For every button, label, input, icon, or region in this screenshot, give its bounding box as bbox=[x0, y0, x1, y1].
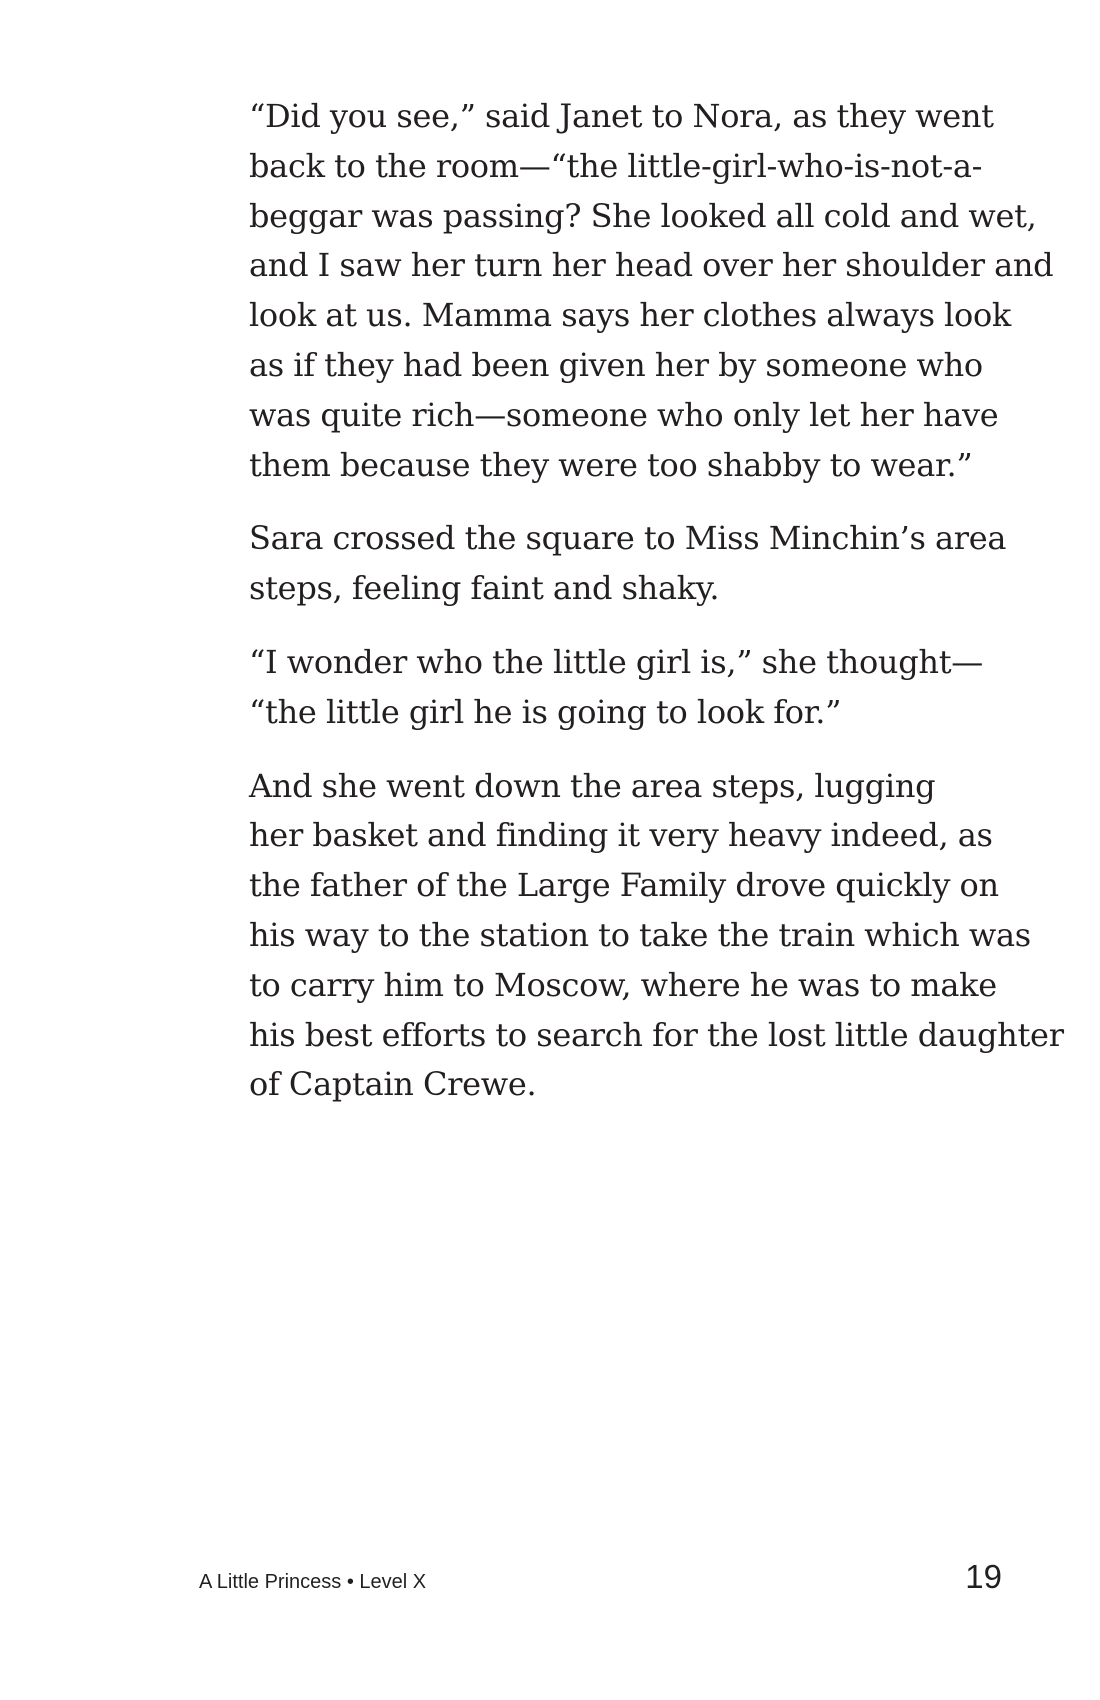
text-line: “the little girl he is going to look for.” bbox=[249, 692, 842, 731]
text-line: his best efforts to search for the lost little daughter bbox=[249, 1015, 1064, 1054]
text-line: steps, feeling faint and shaky. bbox=[249, 569, 720, 608]
text-line: to carry him to Moscow, where he was to make bbox=[249, 965, 997, 1004]
page-footer bbox=[199, 1560, 1002, 1600]
paragraph bbox=[199, 92, 1054, 490]
text-line: the father of the Large Family drove quickly on bbox=[249, 866, 999, 905]
text-line: beggar was passing? She looked all cold and wet, bbox=[249, 196, 1037, 235]
text-line: as if they had been given her by someone who bbox=[249, 345, 983, 384]
text-line: Sara crossed the square to Miss Minchin’s area bbox=[249, 519, 1007, 558]
text-line: And she went down the area steps, lugging bbox=[249, 766, 936, 805]
paragraph bbox=[199, 638, 999, 738]
page-number: 19 bbox=[965, 1558, 1002, 1595]
text-line: look at us. Mamma says her clothes always look bbox=[249, 296, 1012, 335]
text-line: back to the room—“the little-girl-who-is-not-a- bbox=[249, 146, 983, 185]
text-line: and I saw her turn her head over her shoulder and bbox=[249, 246, 1054, 285]
paragraph bbox=[199, 762, 1064, 1111]
text-line: of Captain Crewe. bbox=[249, 1065, 537, 1104]
paragraph bbox=[199, 514, 1007, 614]
text-line: was quite rich—someone who only let her have bbox=[249, 395, 999, 434]
text-line: them because they were too shabby to wear.” bbox=[249, 445, 973, 484]
text-line: his way to the station to take the train which was bbox=[249, 915, 1031, 954]
body-text bbox=[199, 92, 1064, 1134]
text-line: her basket and finding it very heavy indeed, as bbox=[249, 816, 993, 855]
text-line: “I wonder who the little girl is,” she thought— bbox=[249, 642, 983, 681]
text-line: “Did you see,” said Janet to Nora, as they went bbox=[249, 97, 994, 135]
running-footer-title: A Little Princess • Level X bbox=[199, 1571, 427, 1593]
